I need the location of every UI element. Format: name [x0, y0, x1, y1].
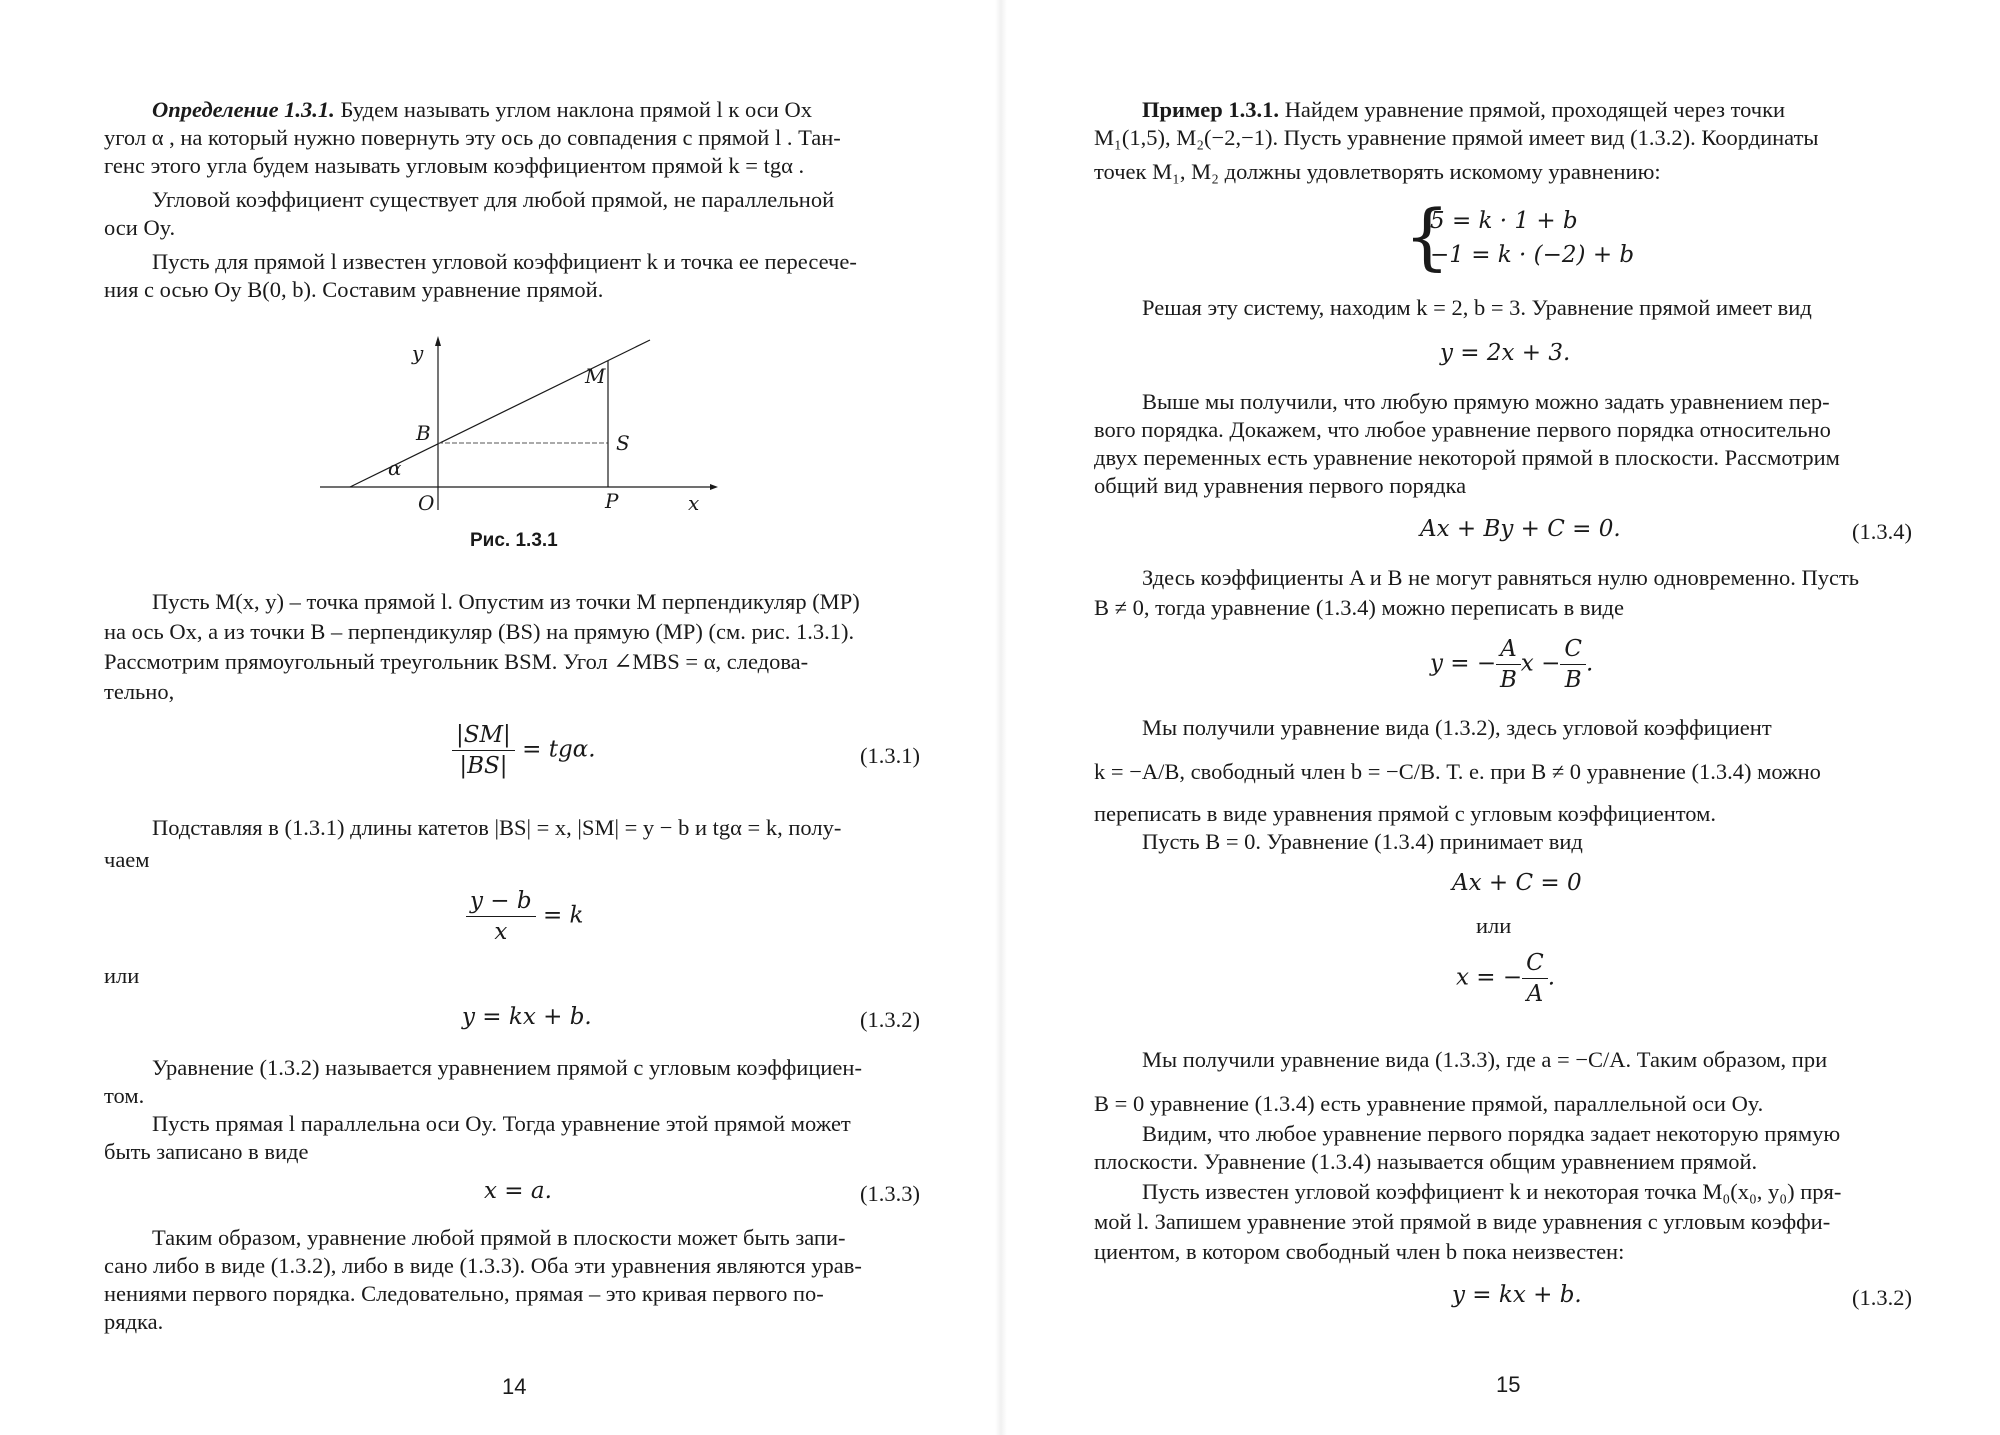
text-or: или — [104, 963, 140, 988]
equation-y-solved: y = − $\frac{A}{B}$ x − $\frac{C}{B}$ . — [1430, 636, 1594, 693]
y-axis — [435, 336, 441, 510]
example-line-1: Пример 1.3.1. Найдем уравнение прямой, проходящей через точки — [1142, 97, 1786, 122]
paragraph-line: том. — [104, 1083, 145, 1108]
equation-ax-c: Ax + C = 0 — [1452, 870, 1582, 896]
equation-y-2x-3: y = 2x + 3. — [1440, 340, 1571, 366]
equation-tag: (1.3.2) — [860, 1007, 920, 1032]
label-alpha: α — [388, 456, 402, 480]
definition-heading: Определение 1.3.1. — [152, 97, 335, 122]
equation-tag: (1.3.3) — [860, 1181, 920, 1206]
equation-1-3-3: x = a. — [484, 1178, 552, 1204]
system-brace: { — [1404, 194, 1450, 278]
paragraph-line: B ≠ 0, тогда уравнение (1.3.4) можно переписать в виде — [1094, 595, 1624, 620]
text-or: или — [1476, 913, 1512, 938]
figure-caption: Рис. 1.3.1 — [470, 530, 558, 551]
equation-tag: (1.3.2) — [1852, 1285, 1912, 1310]
equation-y-minus-b-over-x: $\frac{y - b}{x}$ = k — [466, 886, 583, 947]
paragraph-line: B = 0 уравнение (1.3.4) есть уравнение прямой, параллельной оси Oy. — [1094, 1091, 1764, 1116]
paragraph-line: переписать в виде уравнения прямой с угловым коэффициентом. — [1094, 801, 1716, 826]
paragraph-line: Мы получили уравнение вида (1.3.3), где a = −C/A. Таким образом, при — [1142, 1047, 1828, 1072]
label-o: O — [418, 491, 435, 515]
paragraph-line: Рассмотрим прямоугольный треугольник BSM. Угол ∠MBS = α, следова- — [104, 649, 809, 674]
x-axis — [320, 484, 718, 490]
figure-line-slope — [320, 330, 720, 520]
label-b: B — [416, 421, 431, 445]
paragraph-line: Решая эту систему, находим k = 2, b = 3. Уравнение прямой имеет вид — [1142, 295, 1812, 320]
label-x: x — [688, 491, 700, 515]
paragraph-line: Пусть M(x, y) – точка прямой l. Опустим из точки M перпендикуляр (MP) — [152, 589, 860, 614]
paragraph-line: Видим, что любое уравнение первого порядка задает некоторую прямую — [1142, 1121, 1841, 1146]
paragraph-line: k = −A/B, свободный член b = −C/B. Т. е. при B ≠ 0 уравнение (1.3.4) можно — [1094, 759, 1821, 784]
paragraph-line: генс этого угла будем называть угловым коэффициентом прямой k = tgα . — [104, 153, 805, 178]
label-m: M — [585, 364, 606, 388]
paragraph-line: чаем — [104, 847, 150, 872]
paragraph-line: Уравнение (1.3.2) называется уравнением прямой с угловым коэффициен- — [152, 1055, 862, 1080]
paragraph-line: Мы получили уравнение вида (1.3.2), здесь угловой коэффициент — [1142, 715, 1772, 740]
paragraph-line: вого порядка. Докажем, что любое уравнение первого порядка относительно — [1094, 417, 1831, 442]
system-eq-2: −1 = k · (−2) + b — [1430, 242, 1635, 268]
paragraph-line: циентом, в котором свободный член b пока неизвестен: — [1094, 1239, 1625, 1264]
label-p: P — [605, 489, 619, 513]
paragraph-line: двух переменных есть уравнение некоторой прямой в плоскости. Рассмотрим — [1094, 445, 1840, 470]
paragraph-line: Пусть известен угловой коэффициент k и некоторая точка M₀(x₀, y₀) пря- — [1142, 1179, 1842, 1204]
paragraph-line: быть записано в виде — [104, 1139, 309, 1164]
equation-tag: (1.3.4) — [1852, 519, 1912, 544]
system-eq-1: 5 = k · 1 + b — [1430, 208, 1578, 234]
paragraph-line: плоскости. Уравнение (1.3.4) называется общим уравнением прямой. — [1094, 1149, 1758, 1174]
paragraph-line: тельно, — [104, 679, 175, 704]
page-number: 14 — [502, 1374, 527, 1399]
paragraph-line: Подставляя в (1.3.1) длины катетов |BS| = x, |SM| = y − b и tgα = k, полу- — [152, 815, 842, 840]
equation-tag: (1.3.1) — [860, 743, 920, 768]
equation-x-c-a: x = − $\frac{C}{A}$ . — [1456, 950, 1556, 1007]
paragraph-line: Пусть для прямой l известен угловой коэффициент k и точка ее пересече- — [152, 249, 857, 274]
paragraph-line: Выше мы получили, что любую прямую можно задать уравнением пер- — [1142, 389, 1830, 414]
equation-general: Ax + By + C = 0. — [1420, 516, 1621, 542]
paragraph-line: сано либо в виде (1.3.2), либо в виде (1.3.3). Оба эти уравнения являются урав- — [104, 1253, 862, 1278]
paragraph-line: угол α , на который нужно повернуть эту ось до совпадения с прямой l . Тан- — [104, 125, 841, 150]
paragraph-line: нениями первого порядка. Следовательно, прямая – это кривая первого по- — [104, 1281, 824, 1306]
label-y: y — [412, 341, 424, 365]
paragraph-line: Угловой коэффициент существует для любой прямой, не параллельной — [152, 187, 835, 212]
label-s: S — [616, 431, 630, 455]
paragraph-line: M₁(1,5), M₂(−2,−1). Пусть уравнение прямой имеет вид (1.3.2). Координаты — [1094, 125, 1819, 150]
paragraph-line: Пусть B = 0. Уравнение (1.3.4) принимает вид — [1142, 829, 1583, 854]
paragraph-line: общий вид уравнения первого порядка — [1094, 473, 1467, 498]
paragraph-line: рядка. — [104, 1309, 164, 1334]
paragraph-line: мой l. Запишем уравнение этой прямой в виде уравнения с угловым коэффи- — [1094, 1209, 1831, 1234]
paragraph-line: на ось Ox, а из точки B – перпендикуляр (BS) на прямую (MP) (см. рис. 1.3.1). — [104, 619, 855, 644]
equation-1-3-2: y = kx + b. — [462, 1004, 592, 1030]
right-page — [1000, 0, 2000, 1435]
definition-line-1: Определение 1.3.1. Будем называть углом наклона прямой l к оси Ox — [152, 97, 812, 122]
paragraph-line: Здесь коэффициенты A и B не могут равняться нулю одновременно. Пусть — [1142, 565, 1860, 590]
paragraph-line: Пусть прямая l параллельна оси Oy. Тогда уравнение этой прямой может — [152, 1111, 851, 1136]
equation-1-3-1: $\frac{|SM|}{|BS|}$ = tgα. — [452, 720, 596, 781]
paragraph-line: Таким образом, уравнение любой прямой в плоскости может быть запи- — [152, 1225, 846, 1250]
example-heading: Пример 1.3.1. — [1142, 97, 1280, 122]
paragraph-line: ния с осью Oy B(0, b). Составим уравнение прямой. — [104, 277, 604, 302]
page-number: 15 — [1496, 1372, 1521, 1397]
paragraph-line: оси Oy. — [104, 215, 176, 240]
paragraph-line: точек M₁, M₂ должны удовлетворять искомому уравнению: — [1094, 159, 1661, 184]
equation-1-3-2-repeat: y = kx + b. — [1452, 1282, 1582, 1308]
